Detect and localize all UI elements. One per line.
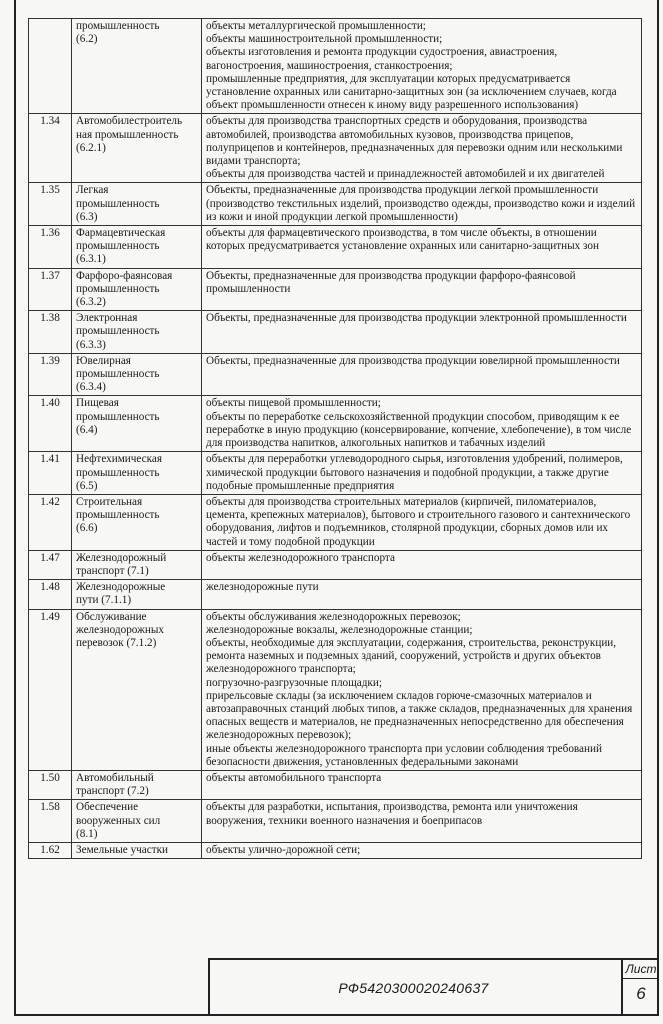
row-number: 1.58 [29, 800, 72, 843]
land-use-type-line: транспорт (7.1) [76, 564, 149, 577]
land-use-type-line: (6.6) [76, 522, 98, 535]
permitted-object-item: объекты, необходимые для эксплуатации, содержания, строительства, реконструкции, ремонта наземных и подземных зданий, сооружений, устройств и других объектов железнодорожного транспорта; [206, 636, 617, 676]
permitted-object-item: объекты машиностроительной промышленности; [206, 33, 443, 46]
land-use-type-line: промышленность [76, 410, 160, 423]
row-number: 1.41 [29, 452, 72, 495]
permitted-object-item: Объекты, предназначенные для производства продукции легкой промышленности (производство текстильных изделий, производство одежды, производство кожи и изделий из кожи и иной продукции легкой промышленности) [206, 184, 636, 223]
land-use-type-line: Пищевая [76, 397, 119, 410]
table-row [29, 396, 642, 452]
permitted-objects [202, 396, 642, 452]
land-use-type-line: Строительная [76, 495, 143, 508]
table-row [29, 226, 642, 269]
land-use-type-line: Электронная [76, 312, 138, 325]
land-use-type [72, 183, 202, 226]
table-row [29, 800, 642, 843]
land-use-type [72, 842, 202, 858]
land-use-type [72, 396, 202, 452]
land-use-type-line: (6.4) [76, 423, 98, 436]
permitted-object-item: Объекты, предназначенные для производства продукции ювелирной промышленности [206, 354, 620, 367]
land-use-table [28, 18, 642, 859]
title-block [208, 958, 659, 1016]
row-number: 1.48 [29, 580, 72, 609]
sheet-number: 6 [636, 984, 646, 1003]
land-use-type [72, 452, 202, 495]
permitted-object-item: Объекты, предназначенные для производства продукции электронной промышленности [206, 312, 627, 325]
land-use-type-line: транспорт (7.2) [76, 785, 149, 798]
land-use-type [72, 580, 202, 609]
permitted-object-item: железнодорожные вокзалы, железнодорожные станции; [206, 623, 473, 636]
land-use-type-line: (6.3.1) [76, 253, 106, 266]
table-row [29, 494, 642, 550]
land-use-type-line: перевозок (7.1.2) [76, 636, 157, 649]
permitted-objects [202, 183, 642, 226]
permitted-object-item: объекты обслуживания железнодорожных перевозок; [206, 610, 461, 623]
land-use-type [72, 770, 202, 799]
permitted-objects [202, 114, 642, 183]
permitted-object-item: объекты для производства транспортных средств и оборудования, производства автомобилей, производства автомобильных кузовов, производства прицепов, полуприцепов и контейнеров, предназначенных для перевозки одним или несколькими видами транспорта; [206, 115, 623, 168]
permitted-object-item: Объекты, предназначенные для производства продукции фарфоро-фаянсовой промышленности [206, 269, 576, 295]
land-use-type [72, 268, 202, 311]
land-use-type [72, 114, 202, 183]
permitted-object-item: объекты для производства строительных материалов (кирпичей, пиломатериалов, цемента, крепежных материалов), бытового и строительного газового и сантехнического оборудования, лифтов и подъемников, столярной продукции, сборных домов или их частей и тому подобной продукции [206, 495, 631, 548]
land-use-type-line: промышленность [76, 20, 160, 32]
permitted-object-item: объекты железнодорожного транспорта [206, 551, 395, 564]
land-use-type [72, 353, 202, 396]
table-row [29, 842, 642, 858]
land-use-type-line: (6.3.3) [76, 338, 106, 351]
land-use-type-line: Железнодорожный [76, 551, 167, 564]
permitted-object-item: объекты пищевой промышленности; [206, 397, 381, 410]
land-use-type-line: Автомобилестроитель [76, 115, 183, 128]
land-use-type-line: промышленность [76, 509, 160, 522]
permitted-objects [202, 19, 642, 114]
row-number: 1.62 [29, 842, 72, 858]
permitted-object-item: иные объекты железнодорожного транспорта при условии соблюдения требований безопасности движения, установленных федеральными законами [206, 742, 602, 768]
land-use-type-line: Земельные участки [76, 843, 169, 856]
land-use-type-line: Фармацевтическая [76, 227, 166, 240]
land-use-type-line: промышленность [76, 368, 160, 381]
row-number: 1.42 [29, 494, 72, 550]
permitted-objects [202, 609, 642, 770]
land-use-type [72, 494, 202, 550]
permitted-object-item: объекты для фармацевтического производства, в том числе объекты, в отношении которых предусматривается установление охранных или санитарно-защитных зон [206, 227, 599, 253]
row-number: 1.34 [29, 114, 72, 183]
permitted-object-item: объекты улично-дорожной сети; [206, 843, 361, 856]
land-use-type-line: промышленность [76, 240, 160, 253]
row-number: 1.50 [29, 770, 72, 799]
permitted-objects [202, 770, 642, 799]
row-number: 1.49 [29, 609, 72, 770]
permitted-objects [202, 842, 642, 858]
permitted-object-item: объекты для переработки углеводородного сырья, изготовления удобрений, полимеров, химической продукции бытового назначения и подобной продукции, а также другие подобные промышленные предприятия [206, 453, 623, 492]
permitted-objects [202, 494, 642, 550]
permitted-object-item: объекты для производства частей и принадлежностей автомобилей и их двигателей [206, 168, 605, 181]
permitted-objects [202, 268, 642, 311]
table-row [29, 580, 642, 609]
land-use-type-line: промышленность [76, 466, 160, 479]
permitted-objects [202, 580, 642, 609]
land-use-type-line: ная промышленность [76, 128, 179, 141]
land-use-type-line: Обеспечение [76, 801, 139, 814]
row-number: 1.37 [29, 268, 72, 311]
permitted-objects [202, 353, 642, 396]
land-use-type [72, 550, 202, 579]
land-use-type-line: (6.3) [76, 210, 98, 223]
table-row [29, 609, 642, 770]
land-use-type-line: (8.1) [76, 827, 98, 840]
permitted-objects [202, 800, 642, 843]
row-number [29, 19, 72, 114]
land-use-type-line: вооруженных сил [76, 814, 161, 827]
land-use-type-line: Автомобильный [76, 771, 154, 784]
table-row [29, 183, 642, 226]
row-number: 1.39 [29, 353, 72, 396]
land-use-type [72, 226, 202, 269]
row-number: 1.47 [29, 550, 72, 579]
table-row [29, 311, 642, 354]
land-use-type-line: железнодорожных [76, 623, 164, 636]
permitted-object-item: погрузочно-разгрузочные площадки; [206, 676, 382, 689]
land-use-type-line: Ювелирная [76, 354, 131, 367]
table-row [29, 19, 642, 114]
land-use-type-line: (6.5) [76, 479, 98, 492]
permitted-objects [202, 550, 642, 579]
permitted-object-item: объекты изготовления и ремонта продукции судостроения, авиастроения, вагоностроения, машиностроения, станкостроения; [206, 46, 558, 72]
land-use-type-line: Железнодорожные [76, 581, 166, 594]
permitted-objects [202, 226, 642, 269]
land-use-type [72, 800, 202, 843]
table-row [29, 452, 642, 495]
land-use-type-line: (6.3.4) [76, 381, 106, 394]
table-row [29, 550, 642, 579]
row-number: 1.36 [29, 226, 72, 269]
land-use-type [72, 311, 202, 354]
document-code: РФ5420300020240637 [338, 980, 489, 996]
row-number: 1.40 [29, 396, 72, 452]
land-use-type-line: промышленность [76, 197, 160, 210]
sheet-box [621, 960, 659, 1016]
permitted-object-item: прирельсовые склады (за исключением складов горюче-смазочных материалов и автозаправочных станций любых типов, а также складов, предназначенных для хранения опасных веществ и материалов, не предназначенных непосредственно для обеспечения железнодорожных перевозок); [206, 689, 633, 742]
row-number: 1.38 [29, 311, 72, 354]
land-use-type-line: промышленность [76, 325, 160, 338]
table-row [29, 770, 642, 799]
land-use-type-line: пути (7.1.1) [76, 594, 132, 607]
land-use-type-line: (6.2.1) [76, 141, 106, 154]
land-use-type-line: Легкая [76, 184, 109, 197]
land-use-type-line: Обслуживание [76, 610, 147, 623]
permitted-object-item: объекты автомобильного транспорта [206, 771, 382, 784]
land-use-type-line: промышленность [76, 282, 160, 295]
land-use-type-line: Фарфоро-фаянсовая [76, 269, 173, 282]
land-use-type [72, 19, 202, 114]
table-row [29, 353, 642, 396]
permitted-objects [202, 311, 642, 354]
land-use-type-line: (6.2) [76, 33, 98, 46]
row-number: 1.35 [29, 183, 72, 226]
sheet-label: Лист [623, 962, 659, 979]
permitted-object-item: объекты для разработки, испытания, производства, ремонта или уничтожения вооружения, техники военного назначения и боеприпасов [206, 801, 578, 827]
permitted-object-item: объекты по переработке сельскохозяйственной продукции способом, приводящим к ее переработке в иную продукцию (консервирование, копчение, хлебопечение), в том числе для производства напитков, алкогольных напитков и табачных изделий [206, 410, 632, 450]
permitted-object-item: промышленные предприятия, для эксплуатации которых предусматривается установление охранных или санитарно-защитных зон (за исключением случаев, когда объект промышленности отнесен к иному виду разрешенного использования) [206, 72, 617, 112]
land-use-type [72, 609, 202, 770]
permitted-object-item: объекты металлургической промышленности; [206, 20, 426, 32]
land-use-type-line: (6.3.2) [76, 296, 106, 309]
table-row [29, 268, 642, 311]
table-row [29, 114, 642, 183]
permitted-objects [202, 452, 642, 495]
permitted-object-item: железнодорожные пути [206, 581, 319, 594]
land-use-type-line: Нефтехимическая [76, 453, 162, 466]
